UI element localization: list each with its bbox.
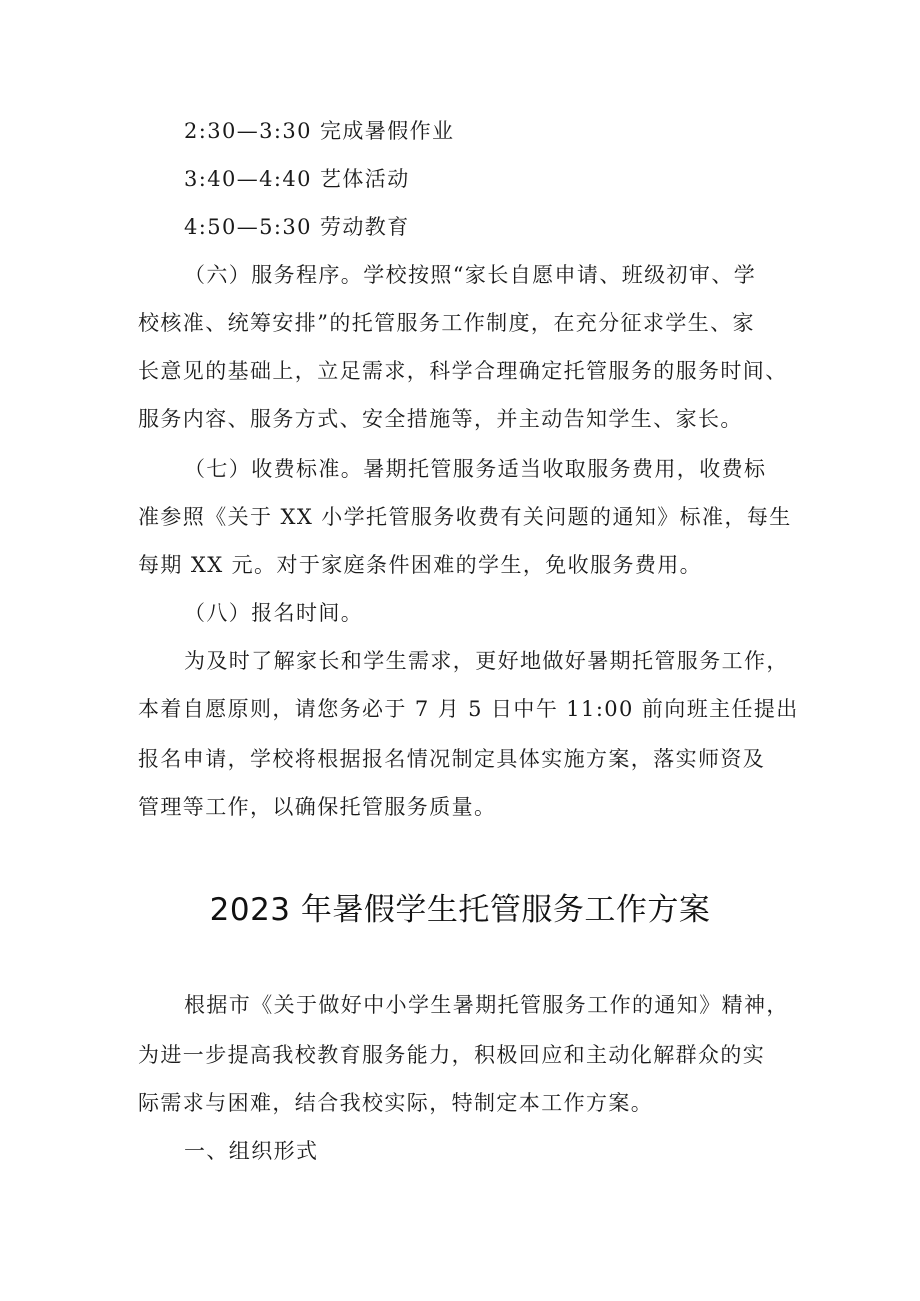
paragraph-line: 为进一步提高我校教育服务能力，积极回应和主动化解群众的实	[138, 1043, 766, 1067]
paragraph-line: （六）服务程序。学校按照“家长自愿申请、班级初审、学	[184, 263, 757, 287]
paragraph-line: 本着自愿原则，请您务必于 7 月 5 日中午 11:00 前向班主任提出	[138, 697, 799, 721]
paragraph-line: 校核准、统筹安排”的托管服务工作制度，在充分征求学生、家	[138, 311, 755, 335]
paragraph-line: 长意见的基础上，立足需求，科学合理确定托管服务的服务时间、	[138, 359, 788, 383]
section-heading: 一、组织形式	[184, 1139, 319, 1163]
schedule-line: 4:50—5:30 劳动教育	[184, 215, 410, 239]
paragraph-line: 根据市《关于做好中小学生暑期托管服务工作的通知》精神，	[184, 993, 789, 1017]
schedule-line: 3:40—4:40 艺体活动	[184, 167, 410, 191]
paragraph-line: 际需求与困难，结合我校实际，特制定本工作方案。	[138, 1091, 654, 1115]
schedule-line: 2:30—3:30 完成暑假作业	[184, 119, 455, 143]
section-heading: （八）报名时间。	[184, 601, 364, 625]
paragraph-line: 准参照《关于 XX 小学托管服务收费有关问题的通知》标准，每生	[138, 505, 792, 529]
document-title: 2023 年暑假学生托管服务工作方案	[209, 892, 711, 928]
paragraph-line: （七）收费标准。暑期托管服务适当收取服务费用，收费标	[184, 457, 767, 481]
paragraph-line: 为及时了解家长和学生需求，更好地做好暑期托管服务工作，	[184, 649, 789, 673]
paragraph-line: 管理等工作，以确保托管服务质量。	[138, 795, 497, 819]
paragraph-line: 服务内容、服务方式、安全措施等，并主动告知学生、家长。	[138, 407, 743, 431]
paragraph-line: 报名申请，学校将根据报名情况制定具体实施方案，落实师资及	[138, 747, 766, 771]
paragraph-line: 每期 XX 元。对于家庭条件困难的学生，免收服务费用。	[138, 553, 703, 577]
